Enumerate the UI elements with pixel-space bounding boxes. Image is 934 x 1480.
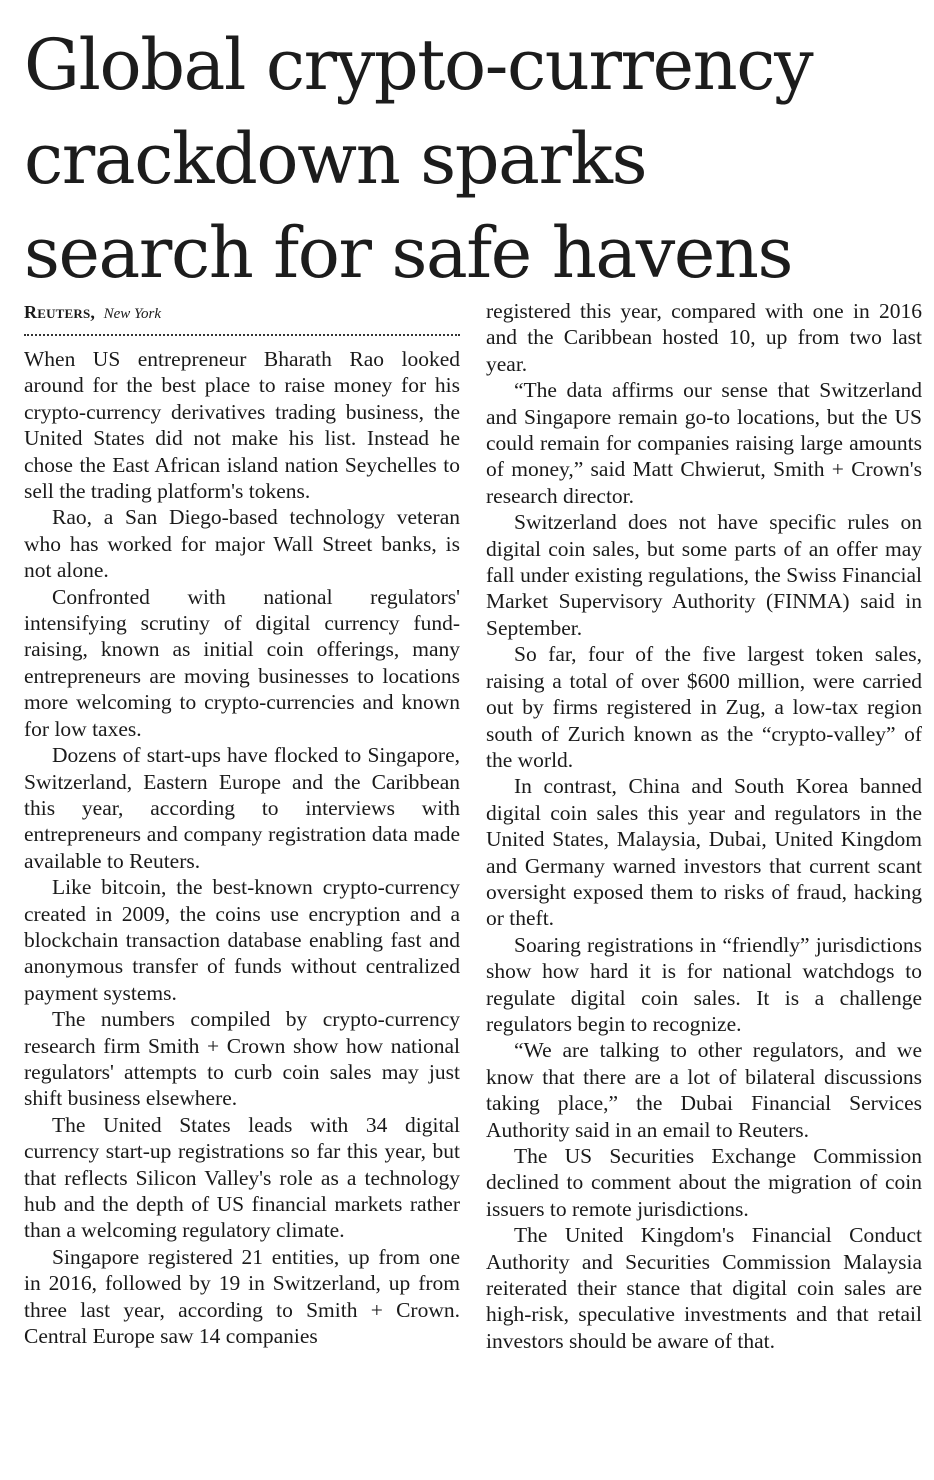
body-paragraph: So far, four of the five largest token sales, raising a total of over $600 million, were carried out by firms registered in Zug, a low-tax region south of Zurich known as the “crypto-valley” of the world. [486,642,922,772]
byline [24,298,460,326]
body-paragraph: Rao, a San Diego-based technology veteran who has worked for major Wall Street banks, is not alone. [24,505,460,583]
body-paragraph: Dozens of start-ups have flocked to Singapore, Switzerland, Eastern Europe and the Caribbean this year, according to interviews with entrepreneurs and company registration data made available to Reuters. [24,743,460,873]
headline-line-2: crackdown sparks [24,118,647,200]
article-headline [24,18,924,300]
body-paragraph: “We are talking to other regulators, and we know that there are a lot of bilateral discussions taking place,” the Dubai Financial Services Authority said in an email to Reuters. [486,1038,922,1142]
body-paragraph: Soaring registrations in “friendly” jurisdictions show how hard it is for national watchdogs to regulate digital coin sales. It is a challenge regulators begin to recognize. [486,932,922,1036]
body-paragraph-continued: registered this year, compared with one in 2016 and the Caribbean hosted 10, up from two last year. [486,299,922,376]
headline-line-1: Global crypto-currency [24,24,813,106]
body-paragraph: In contrast, China and South Korea banned digital coin sales this year and regulators in the United States, Malaysia, Dubai, United Kingdom and Germany warned investors that current scant oversight exposed them to risks of fraud, hacking or theft. [486,774,922,931]
headline-line-3: search for safe havens [24,212,793,294]
body-paragraph: The United States leads with 34 digital currency start-up registrations so far this year, but that reflects Silicon Valley's role as a technology hub and the depth of US financial markets rather than a welcoming regulatory climate. [24,1112,460,1243]
body-paragraph: When US entrepreneur Bharath Rao looked around for the best place to raise money for his crypto-currency derivatives trading business, the United States did not make his list. Instead he chose the East African island nation Seychelles to sell the trading platform's tokens. [24,347,460,504]
body-paragraph: Singapore registered 21 entities, up from one in 2016, followed by 19 in Switzerland, up from three last year, according to Smith + Crown. Central Europe saw 14 companies [24,1244,460,1349]
dotted-rule [24,334,460,336]
body-paragraph: Confronted with national regulators' intensifying scrutiny of digital currency fund-raising, known as initial coin offerings, many entrepreneurs are moving businesses to locations more welcoming to crypto-currencies and known for low taxes. [24,584,460,741]
article-column-right [486,298,922,1468]
body-paragraph: The United Kingdom's Financial Conduct Authority and Securities Commission Malaysia reiterated their stance that digital coin sales are high-risk, speculative investments and that retail investors should be aware of that. [486,1223,922,1353]
byline-agency: Reuters, [24,302,96,322]
body-paragraph: Like bitcoin, the best-known crypto-currency created in 2009, the coins use encryption and a blockchain transaction database enabling fast and anonymous transfer of funds without centralized payment systems. [24,875,460,1005]
byline-dateline: New York [103,306,162,322]
body-paragraph: “The data affirms our sense that Switzerland and Singapore remain go-to locations, but the US could remain for companies raising large amounts of money,” said Matt Chwierut, Smith + Crown's research director. [486,378,922,508]
body-paragraph: Switzerland does not have specific rules on digital coin sales, but some parts of an offer may fall under existing regulations, the Swiss Financial Market Supervisory Authority (FINMA) said in September. [486,510,922,640]
body-paragraph: The US Securities Exchange Commission declined to comment about the migration of coin issuers to remote jurisdictions. [486,1144,922,1221]
article-column-left [24,298,460,1468]
body-paragraph: The numbers compiled by crypto-currency research firm Smith + Crown show how national regulators' attempts to curb coin sales may just shift business elsewhere. [24,1007,460,1111]
